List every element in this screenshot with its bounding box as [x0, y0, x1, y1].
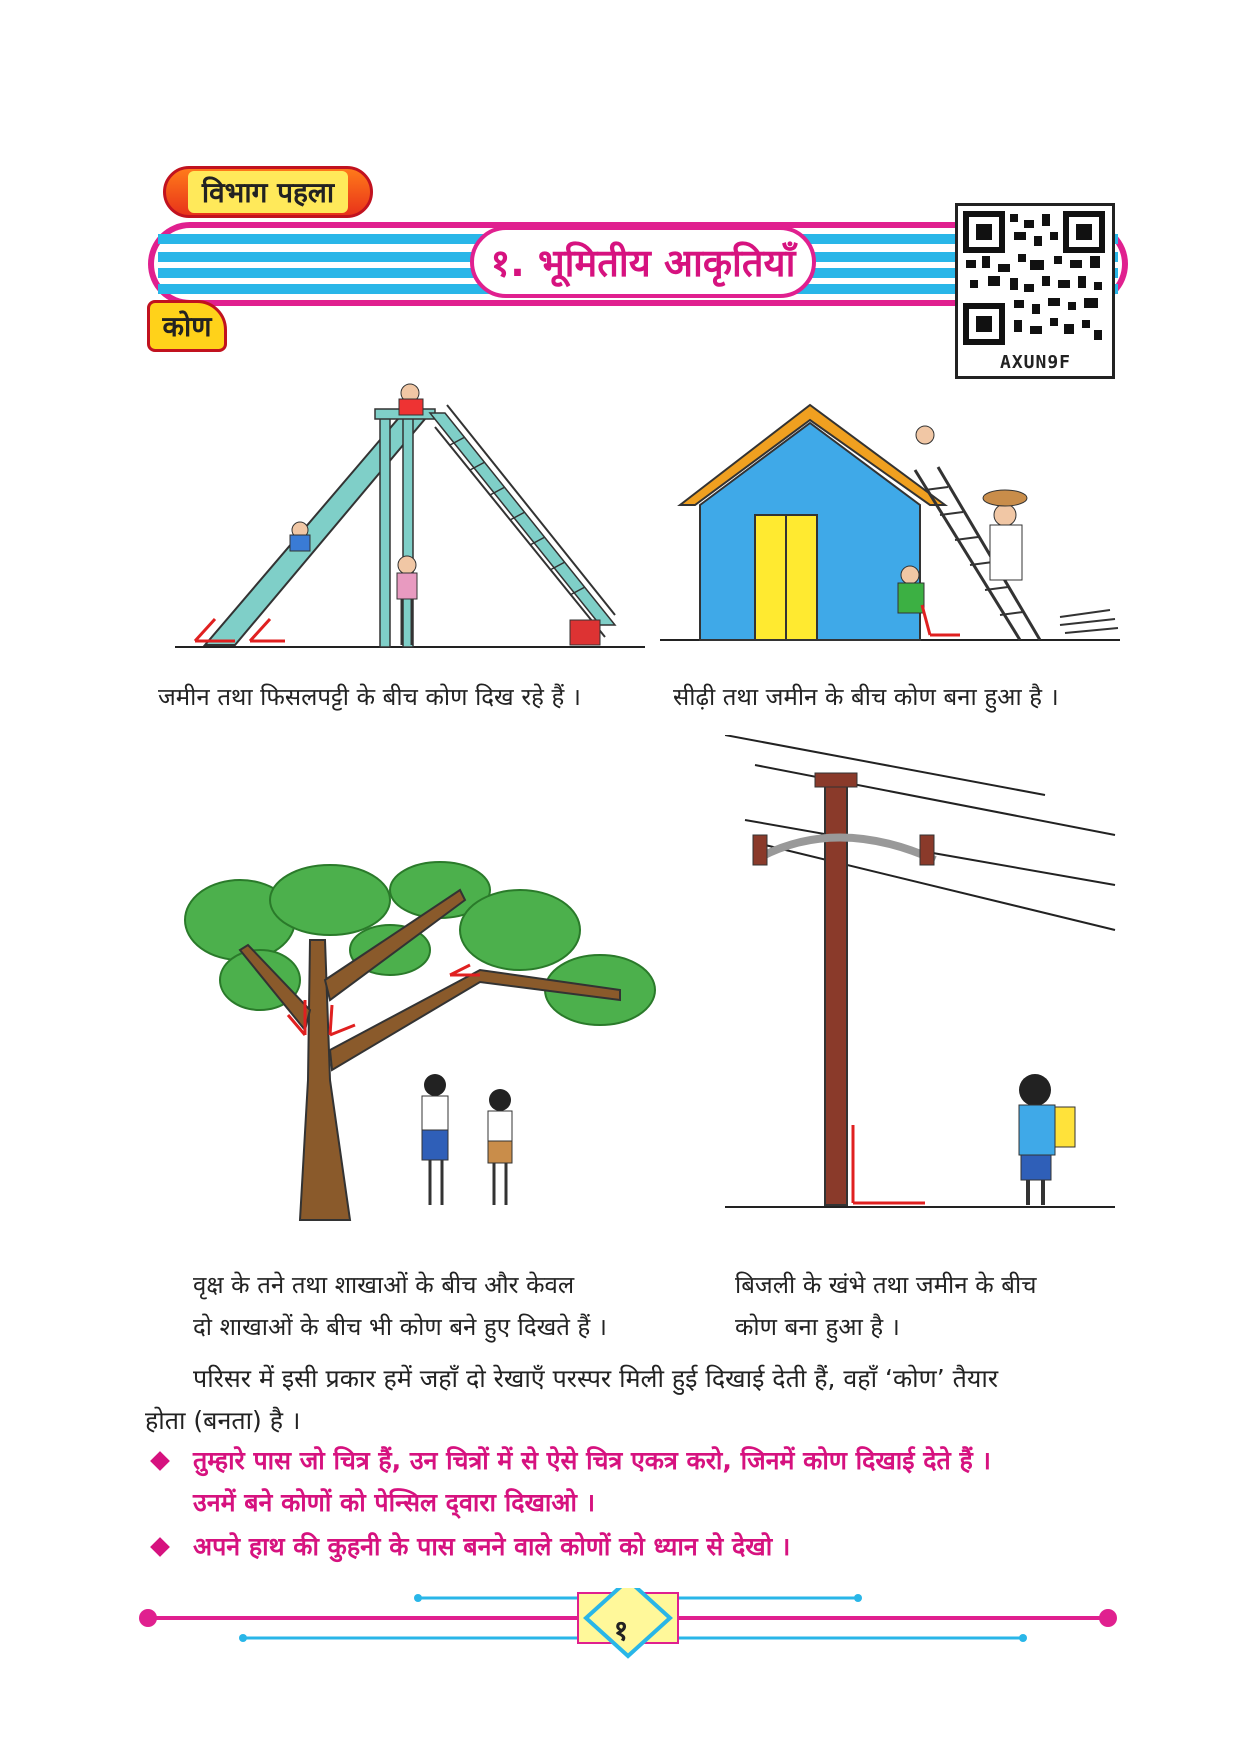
- bullet-diamond-icon: [150, 1537, 170, 1557]
- topic-label: कोण: [147, 300, 227, 352]
- tree-caption-line1: वृक्ष के तने तथा शाखाओं के बीच और केवल: [193, 1271, 575, 1299]
- pole-caption-line2: कोण बना हुआ है ।: [735, 1313, 900, 1341]
- activity1-line1: तुम्हारे पास जो चित्र हैं, उन चित्रों में से ऐसे चित्र एकत्र करो, जिनमें कोण दिखाई देते हैं ।: [193, 1446, 991, 1475]
- section-tag: [163, 166, 373, 218]
- section-label: विभाग पहला: [188, 171, 348, 213]
- house-ladder-illustration: [660, 395, 1130, 660]
- ladder-caption: सीढ़ी तथा जमीन के बीच कोण बना हुआ है ।: [673, 683, 1059, 711]
- slide-illustration: [175, 375, 655, 655]
- qr-code-text: AXUN9F: [999, 352, 1072, 373]
- pole-caption-line1: बिजली के खंभे तथा जमीन के बीच: [735, 1271, 1037, 1299]
- qr-code-icon: [958, 206, 1112, 354]
- activity1-line2: उनमें बने कोणों को पेन्सिल द्‌वारा दिखाओ ।: [193, 1488, 596, 1517]
- page-number: १: [613, 1614, 629, 1647]
- paragraph-line2: होता (बनता) है ।: [145, 1406, 301, 1435]
- tree-illustration: [180, 860, 660, 1230]
- chapter-title: १. भूमितीय आकृतियाँ: [470, 226, 816, 298]
- tree-caption-line2: दो शाखाओं के बीच भी कोण बने हुए दिखते हैं ।: [193, 1313, 607, 1341]
- bullet-diamond-icon: [150, 1451, 170, 1471]
- electric-pole-illustration: [725, 735, 1125, 1235]
- slide-caption: जमीन तथा फिसलपट्टी के बीच कोण दिख रहे हैं ।: [158, 683, 581, 711]
- activity2: अपने हाथ की कुहनी के पास बनने वाले कोणों को ध्यान से देखो ।: [193, 1532, 791, 1561]
- paragraph-line1: परिसर में इसी प्रकार हमें जहाँ दो रेखाएँ परस्पर मिली हुई दिखाई देती हैं, वहाँ ‘कोण’ तैयार: [193, 1364, 999, 1393]
